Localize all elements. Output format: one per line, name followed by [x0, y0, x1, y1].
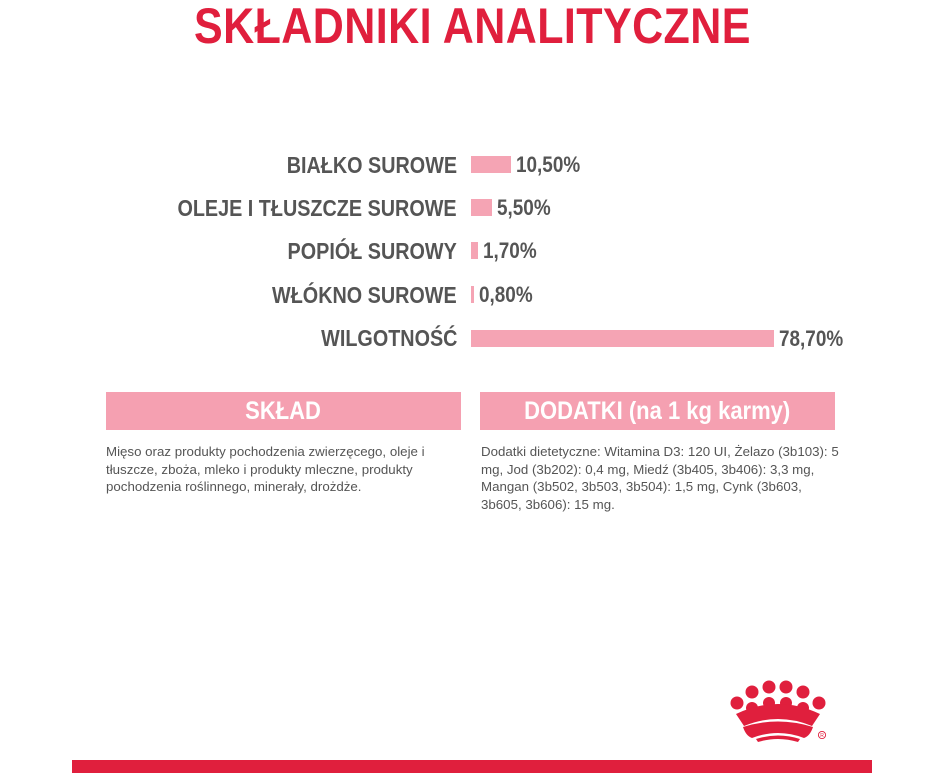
row-label: WŁÓKNO SUROWE: [272, 282, 457, 308]
footer-bar: [72, 760, 872, 773]
composition-text: Mięso oraz produkty pochodzenia zwierzęcego, oleje i tłuszcze, zboża, mleko i produkty mleczne, produkty pochodzenia roślinnego, minerały, drożdże.: [106, 444, 425, 494]
analytic-components-chart: [0, 0, 945, 380]
row-label: BIAŁKO SUROWE: [286, 152, 457, 178]
page-title: SKŁADNIKI ANALITYCZNE: [193, 0, 751, 54]
row-label: OLEJE I TŁUSZCZE SUROWE: [177, 195, 457, 221]
crown-icon: [728, 680, 836, 744]
bar: [471, 199, 492, 216]
row-label: WILGOTNOŚĆ: [320, 325, 457, 351]
bar: [471, 330, 774, 347]
row-value: 78,70%: [779, 326, 844, 351]
bar: [471, 156, 511, 173]
additives-header: DODATKI (na 1 kg karmy): [480, 392, 835, 430]
composition-header: SKŁAD: [106, 392, 461, 430]
bar: [471, 242, 478, 259]
row-value: 0,80%: [479, 282, 533, 307]
svg-text:R: R: [820, 733, 824, 740]
additives-text: Dodatki dietetyczne: Witamina D3: 120 UI, Żelazo (3b103): 5 mg, Jod (3b202): 0,4 mg, Miedź (3b405, 3b406): 3,3 mg, Mangan (3b502, 3b503, 3b504): 1,5 mg, Cynk (3b603, 3b605, 3b606): 15 mg.: [481, 444, 839, 512]
row-value: 5,50%: [497, 195, 551, 220]
bar: [471, 286, 474, 303]
row-value: 1,70%: [482, 238, 537, 263]
row-label: POPIÓŁ SUROWY: [287, 238, 457, 264]
row-value: 10,50%: [516, 152, 581, 177]
